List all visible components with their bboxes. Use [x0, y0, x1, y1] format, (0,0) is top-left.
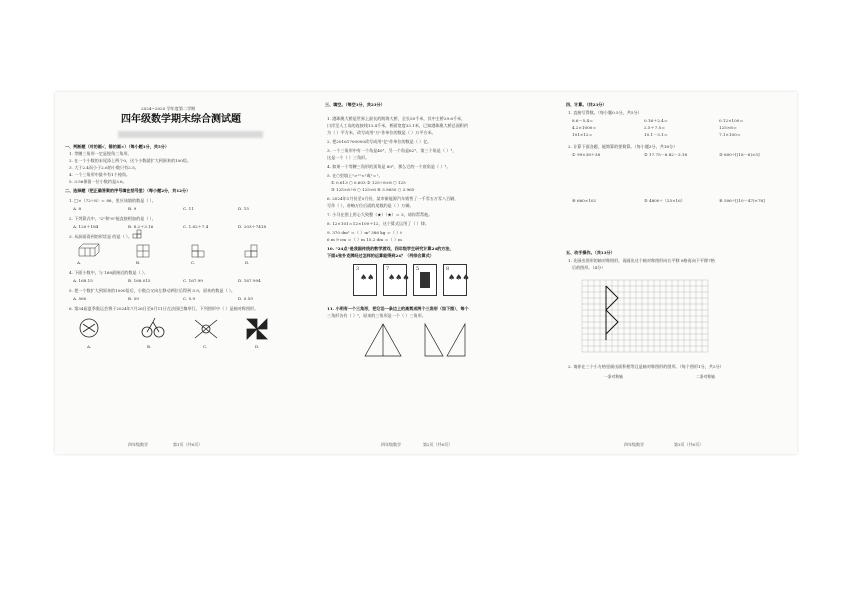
fill-item: 3. 一个三角形中有一个角是40°，另一个角是62°，第三个角是（ ）°， — [327, 148, 457, 153]
fill-item: 6 m 9 cm ＝（ ）m 15.2 dm ＝（ ）m — [327, 237, 402, 242]
option: C. — [203, 344, 208, 349]
calc-item: ⑥ 506÷[(10－47)×78] — [719, 198, 765, 203]
view-shape-icon — [133, 230, 147, 240]
judge-item: 4. 一个三角形中最多有1个钝角。 — [69, 172, 131, 177]
op2-label: 二条对称轴 — [696, 374, 715, 379]
calc-item: ④ 660×102 — [572, 198, 597, 203]
page-2 — [323, 92, 555, 454]
spade-icon: ♠♠♠ — [448, 273, 470, 282]
question-1: 1. □×（72÷8）＝ 88，里应该填的数是（ ）。 — [69, 198, 156, 203]
page-footer: 四年级数学 — [128, 442, 148, 447]
op2-label: 一条对称轴 — [604, 374, 623, 379]
question-4: 4. 下面小数中，与 168最接近的数是（ ）。 — [69, 270, 149, 275]
fill-item: 下面4张扑克牌经过怎样的运算能得到24？（列综合算式） — [327, 253, 434, 258]
option: A. 168.15 — [73, 278, 93, 283]
option: B. — [136, 260, 141, 265]
option: D. — [255, 344, 260, 349]
fill-item: 为（ ）平方米，改写成用"万"作单位的数是（ ）万平方米。 — [327, 130, 436, 135]
fill-item: 1. 港珠澳大桥是世界上最长的跨海大桥，全长55千米，其中主桥29.6千米， — [327, 116, 466, 121]
playing-card — [353, 264, 377, 296]
card-value: 7 — [386, 266, 390, 272]
triangle-figures — [363, 322, 473, 358]
question-5: 5. 把一个数扩大到原来的1000倍后，小数点又向左移动两位后得到 5.9，原来的数是（ ）。 — [69, 288, 235, 293]
option: B. 59 — [128, 296, 139, 301]
fill-item: 4. 如果一个等腰三角形的顶角是 80°，那么它的一个底角是（ ）°。 — [327, 164, 451, 169]
question-3: 3. 从前面看到的形状是 的是（ ）。 — [69, 234, 133, 239]
option: B. — [147, 344, 152, 349]
question-11-cont: 三角形各有（ ）°，原来的三角形是一个（ ）三角形。 — [327, 313, 426, 318]
calc-item: ① 99×38＋38 — [572, 152, 601, 157]
playing-card — [443, 264, 470, 296]
option: D. 0.59 — [238, 296, 253, 301]
section-4-heading: 四、计算。（共23分） — [566, 102, 607, 107]
option: D. 15 — [238, 206, 249, 211]
spade-icon: ♠♠ — [360, 273, 375, 282]
fill-item: 写作（ ），省略万位后面的尾数约是（ ）万辆。 — [327, 203, 414, 208]
olympic-figures — [77, 314, 287, 342]
calc-item: ② 17.75－6.82－3.18 — [644, 152, 688, 157]
q3-option-figures — [77, 242, 277, 258]
option: D. 203＋7418 — [238, 224, 267, 229]
page-footer: 四年级数学 — [624, 442, 644, 447]
page-number: 第3页（共6页） — [674, 442, 704, 447]
option: A. — [77, 260, 82, 265]
fill-item: 9. 370 dm² ＝（ ）m² 386 kg ＝（ ）t — [327, 230, 402, 235]
option: A. 120＋184 — [73, 224, 99, 229]
judge-item: 3. 大于2.4而小于2.6的小数只有2.5。 — [69, 165, 139, 170]
option: D. 167.994 — [238, 278, 261, 283]
playing-card — [413, 264, 437, 296]
card-value: 3 — [356, 266, 360, 272]
card-value: 8 — [446, 266, 450, 272]
exam-title: 四年级数学期末综合测试题 — [121, 114, 241, 125]
option: C. 167.99 — [183, 278, 203, 283]
option: B. 8.2＋3.16 — [128, 224, 154, 229]
calc-item: 8.6－5.4＝ — [572, 118, 594, 123]
fill-item: 2. 把20161700000改写成用"亿"作单位的数是（ ）亿。 — [327, 139, 432, 144]
option: C. 11 — [183, 206, 194, 211]
section-5-heading: 五、动手操作。（共13分） — [566, 250, 615, 255]
question-2: 2. 下列算式中，"2"和"8"能直接相加的是（ ）。 — [69, 216, 156, 221]
calc-sub-1: 1. 直接写得数。（每小题0.5分，共5分） — [568, 110, 642, 115]
option: B. 168.015 — [128, 278, 151, 283]
section-1-heading: 一、判断题（对的画√，错的画×）（每小题1分，共5分） — [65, 144, 169, 149]
fill-item: 10. "24点"是我国传统的数学游戏，四年级学生研究计算24的方法， — [327, 246, 454, 251]
card-face-icon — [420, 272, 430, 288]
compare-row: ① 0.613 ○ 0.603 ② 125÷8×8 ○ 125 — [331, 180, 406, 185]
fill-item: 7. 小马在图上用心大致整（★）（★）＝ 3，请你帮帮他。 — [327, 212, 433, 217]
redacted-info — [118, 131, 263, 138]
calc-item: ③ 600÷[(18－6)×5] — [719, 152, 760, 157]
option: A. 8 — [73, 206, 82, 211]
card-value: 5 — [416, 266, 420, 272]
calc-item: 0.12×100＝ — [719, 118, 744, 123]
judge-item: 1. 等腰三角形一定是锐角三角形。 — [69, 151, 132, 156]
fill-item: 5. 在○里填上">""<"或"＝"。 — [327, 173, 383, 178]
calc-item: 125×8＝ — [719, 125, 737, 130]
operation-2: 2. 请你在三个小方格里画出面积相等且是轴对称图形的图形。（每个图形1分，共2分） — [568, 364, 724, 369]
page-footer: 四年级数学 — [381, 442, 401, 447]
judge-item: 5. 3.56保留一位小数约是3.6。 — [69, 179, 127, 184]
calc-sub-2: 2. 计算下面各题，能简算的要简算。（每小题3分，共18分） — [568, 144, 678, 149]
calc-item: 7.1×100＝ — [719, 132, 741, 137]
fill-item: 6. 2024年1月份至5月份，某市新能源汽车销售了一千零五万零八百辆， — [327, 196, 459, 201]
calc-item: 2.5＋7.5＝ — [644, 125, 666, 130]
section-3-heading: 三、填空。（每空1分，共23分） — [325, 102, 385, 107]
school-year: 2024~2025 学年度第二学期 — [141, 106, 196, 111]
option: C. 1.82＋7.4 — [183, 224, 209, 229]
fill-item: 口岸至人工岛的连接线13.4千米，桥面宽度33.1米，已知港珠澳大桥总面积约 — [327, 123, 469, 128]
operation-1-cont: 后的图形。（4分） — [572, 265, 606, 270]
option: A. — [87, 344, 92, 349]
fill-item: 8. 12×101＝12×100＋12，这个算式运用了（ ）律。 — [327, 221, 429, 226]
calc-item: 0.16＋2.4＝ — [644, 118, 668, 123]
page-number: 第1页（共6页） — [173, 442, 203, 447]
question-6: 6. 第34届夏季奥运会将于2024年7月26日至8月11日在法国巴黎举行，下列图形中（ ）是轴对称图形。 — [69, 306, 259, 311]
exam-sheet — [55, 92, 797, 454]
option: D. — [245, 260, 250, 265]
section-2-heading: 二、选择题（把正确答案的序号填在括号里）（每小题2分，共12分） — [65, 188, 191, 193]
playing-card — [383, 264, 410, 296]
fill-item: 这是一个（ ）三角形。 — [327, 155, 370, 160]
question-11: 11. 小明有一个三角形，把它沿一条边上的高剪成两个三角形（如下图），每个 — [327, 306, 469, 311]
calc-item: 101×12＝ — [572, 132, 593, 137]
page-number: 第2页（共6页） — [423, 442, 453, 447]
calc-item: ⑤ 4800÷（25×16） — [644, 198, 685, 203]
grid-drawing — [582, 280, 708, 352]
judge-item: 2. 在一个小数的末尾添上两个0，这个小数就扩大到原来的100倍。 — [69, 158, 192, 163]
option: B. 9 — [128, 206, 137, 211]
page-3 — [564, 92, 793, 454]
option: C. 5.9 — [183, 296, 196, 301]
spade-icon: ♠♠♠ — [388, 273, 410, 282]
operation-1: 1. 先画出图形的轴对称图形，再画出这个轴对称图形向右平移 8格再向下平移7格 — [568, 258, 715, 263]
calc-item: 10.1－3.1＝ — [644, 132, 668, 137]
option: C. — [191, 260, 196, 265]
calc-item: 4.2×1000＝ — [572, 125, 597, 130]
option: A. 560 — [73, 296, 87, 301]
compare-row: ③ 125×8÷8 ○ 125×8 ④ 3.9650 ○ 3.965 — [331, 187, 415, 192]
page-1 — [63, 92, 308, 454]
